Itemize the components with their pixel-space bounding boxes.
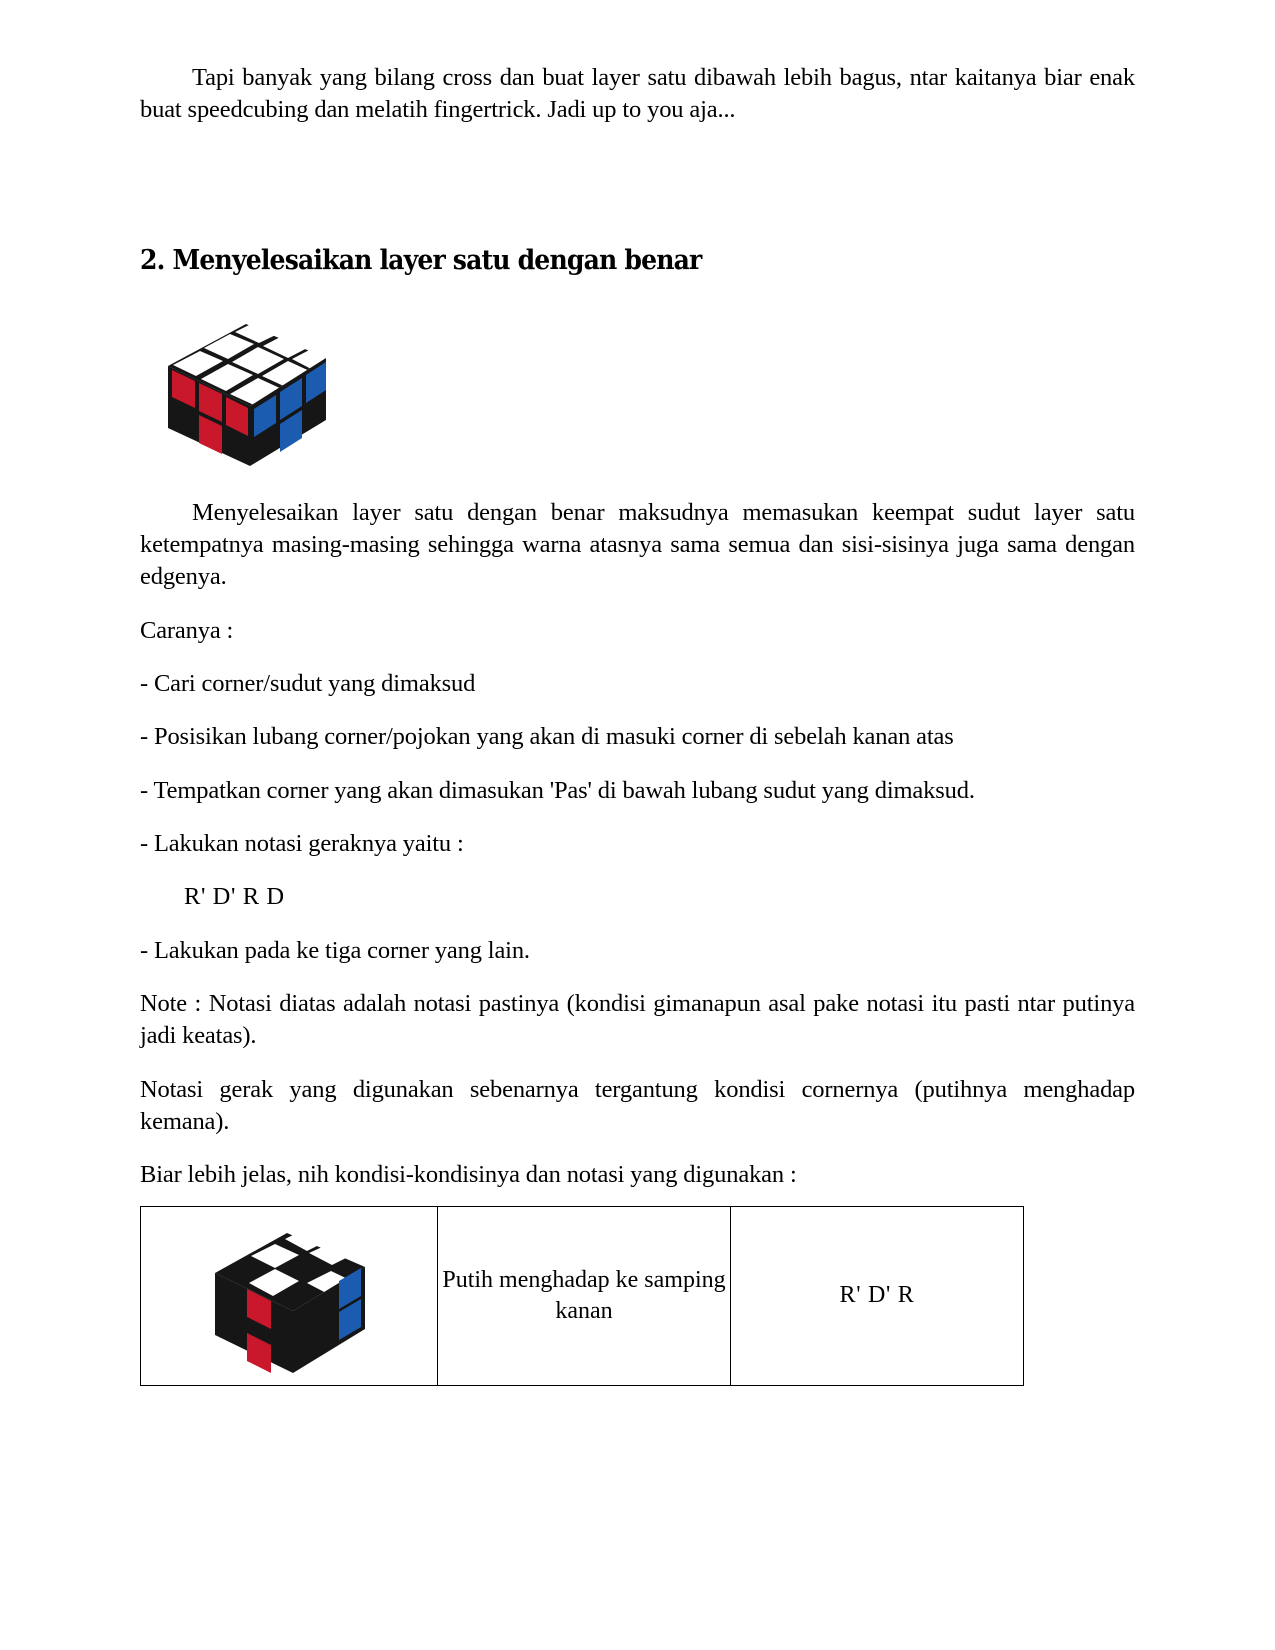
step-item-3: - Tempatkan corner yang akan dimasukan 'Pas' di bawah lubang sudut yang dimaksud. <box>140 776 975 804</box>
table-cell-notation: R' D' R <box>731 1206 1024 1385</box>
table-row <box>141 1206 1024 1385</box>
caranya-label: Caranya : <box>140 616 234 644</box>
spacer <box>140 914 1135 935</box>
note-paragraph: Note : Notasi diatas adalah notasi pastinya (kondisi gimanapun asal pake notasi itu pasti ntar putinya jadi keatas). <box>140 989 1135 1050</box>
table-cell-image <box>141 1206 438 1385</box>
step-item-1: - Cari corner/sudut yang dimaksud <box>140 669 476 697</box>
rubiks-cube-illustration <box>154 314 339 474</box>
main-cube-figure <box>140 314 1135 476</box>
spacer <box>140 967 1135 988</box>
intro-paragraph: Tapi banyak yang bilang cross dan buat layer satu dibawah lebih bagus, ntar kaitanya biar enak buat speedcubing dan melatih fingertrick. Jadi up to you aja... <box>140 64 1135 124</box>
spacer <box>140 276 1135 314</box>
table-cell-description: Putih menghadap ke samping kanan <box>438 1206 731 1385</box>
notasi-gerak-paragraph: Notasi gerak yang digunakan sebenarnya tergantung kondisi cornernya (putihnya menghadap kemana). <box>140 1075 1135 1135</box>
spacer <box>140 754 1135 775</box>
spacer <box>140 647 1135 668</box>
spacer <box>140 1138 1135 1159</box>
spacer <box>140 807 1135 828</box>
spacer <box>140 594 1135 615</box>
spacer <box>140 860 1135 881</box>
table-intro-paragraph: Biar lebih jelas, nih kondisi-kondisinya dan notasi yang digunakan : <box>140 1161 797 1189</box>
step-item-4: - Lakukan notasi geraknya yaitu : <box>140 829 464 857</box>
spacer <box>140 1192 1135 1206</box>
rubiks-cube-white-right-illustration <box>199 1211 379 1381</box>
conditions-table <box>140 1206 1024 1386</box>
step-item-last: - Lakukan pada ke tiga corner yang lain. <box>140 936 530 964</box>
spacer <box>140 476 1135 497</box>
step-item-2: - Posisikan lubang corner/pojokan yang akan di masuki corner di sebelah kanan atas <box>140 723 954 751</box>
body-paragraph: Menyelesaikan layer satu dengan benar maksudnya memasukan keempat sudut layer satu ketempatnya masing-masing sehingga warna atasnya sama semua dan sisi-sisinya juga sama dengan edgenya. <box>140 498 1135 591</box>
spacer <box>140 1053 1135 1074</box>
section-heading: 2. Menyelesaikan layer satu dengan benar <box>140 244 702 276</box>
spacer <box>140 127 1135 245</box>
spacer <box>140 700 1135 721</box>
notation-sequence: R' D' R D <box>184 883 285 911</box>
